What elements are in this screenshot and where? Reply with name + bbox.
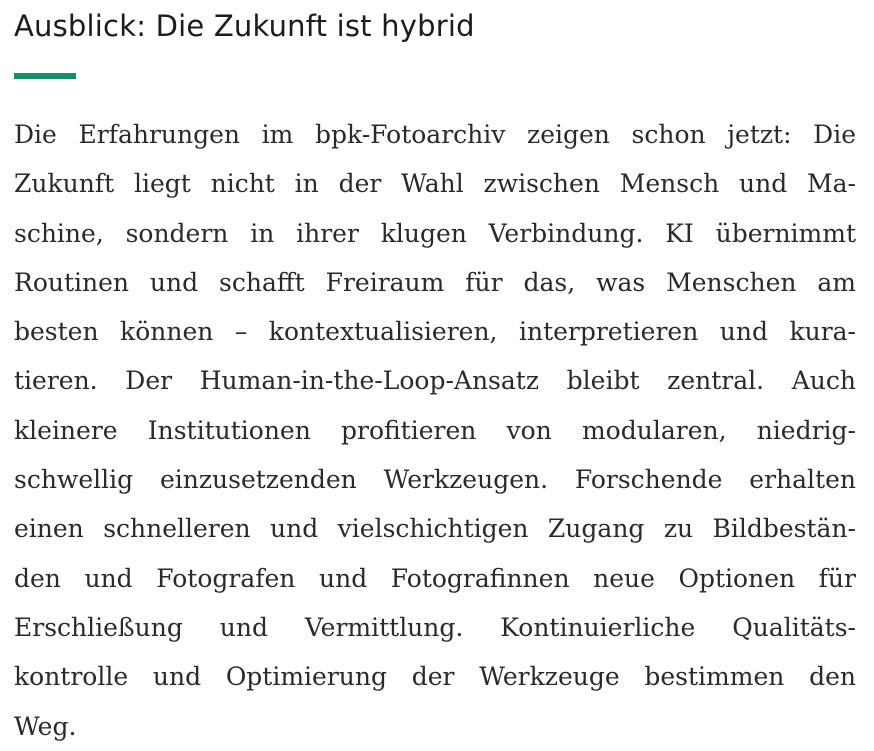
- paragraph-line: Zukunft liegt nicht in der Wahl zwischen Mensch und Ma-: [14, 169, 856, 199]
- article-title: Ausblick: Die Zukunft ist hybrid: [14, 9, 475, 43]
- paragraph-line: kontrolle und Optimierung der Werkzeuge bestimmen den: [14, 662, 856, 692]
- paragraph-line: schwellig einzusetzenden Werkzeugen. Forschende erhalten: [14, 465, 856, 495]
- paragraph-line: Die Erfahrungen im bpk-Fotoarchiv zeigen schon jetzt: Die: [14, 120, 856, 149]
- paragraph-line: schine, sondern in ihrer klugen Verbindung. KI übernimmt: [14, 218, 856, 248]
- paragraph-line: Erschließung und Vermittlung. Kontinuierliche Qualitäts-: [14, 612, 856, 642]
- paragraph-line: kleinere Institutionen profitieren von modularen, niedrig-: [14, 415, 856, 445]
- paragraph-line: den und Fotografen und Fotografinnen neue Optionen für: [14, 563, 856, 593]
- article-paragraph: [14, 110, 856, 751]
- paragraph-line: Weg.: [14, 711, 77, 741]
- paragraph-line: Routinen und schafft Freiraum für das, was Menschen am: [14, 267, 856, 297]
- title-accent-rule: [14, 73, 76, 79]
- article: [14, 0, 856, 751]
- paragraph-line: tieren. Der Human-in-the-Loop-Ansatz bleibt zentral. Auch: [14, 366, 856, 396]
- paragraph-line: besten können – kontextualisieren, interpretieren und kura-: [14, 317, 856, 347]
- paragraph-line: einen schnelleren und vielschichtigen Zugang zu Bildbestän-: [14, 514, 856, 544]
